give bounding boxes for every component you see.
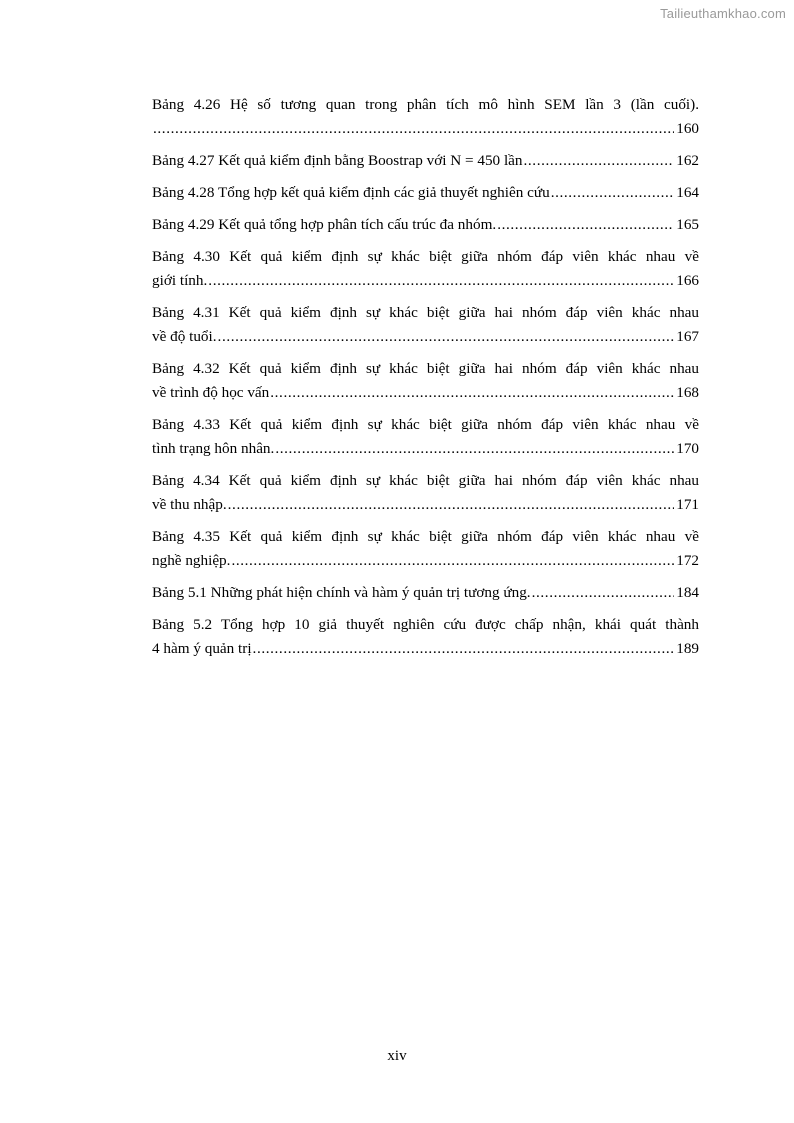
- watermark-text: Tailieuthamkhao.com: [660, 6, 786, 21]
- toc-entry-4-27[interactable]: [152, 149, 699, 173]
- toc-entry-4-26[interactable]: [152, 93, 699, 141]
- toc-page-number: 168: [676, 384, 699, 401]
- dot-leader: [270, 381, 674, 405]
- toc-entry-4-33[interactable]: [152, 413, 699, 461]
- toc-entry-text: Bảng 5.1 Những phát hiện chính và hàm ý quản trị tương ứng.: [152, 584, 531, 601]
- toc-entry-4-30[interactable]: [152, 245, 699, 293]
- toc-page-number: 167: [676, 328, 699, 345]
- toc-entry-4-35[interactable]: [152, 525, 699, 573]
- toc-page-number: 162: [676, 152, 699, 169]
- toc-entry-text: về độ tuổi.: [152, 328, 217, 345]
- toc-entry-line1: Bảng 4.33 Kết quả kiểm định sự khác biệt giữa nhóm đáp viên khác nhau về: [152, 416, 699, 433]
- dot-leader: [153, 117, 674, 141]
- toc-page-number: 160: [676, 120, 699, 137]
- toc-entry-4-31[interactable]: [152, 301, 699, 349]
- table-of-tables-list: [152, 93, 699, 669]
- dot-leader: [231, 549, 674, 573]
- toc-page-number: 171: [676, 496, 699, 513]
- toc-entry-text: giới tính.: [152, 272, 208, 289]
- dot-leader: [218, 325, 675, 349]
- toc-entry-text: nghề nghiệp.: [152, 552, 231, 569]
- toc-entry-4-32[interactable]: [152, 357, 699, 405]
- toc-page-number: 165: [676, 216, 699, 233]
- dot-leader: [275, 437, 674, 461]
- toc-entry-line1: Bảng 4.35 Kết quả kiểm định sự khác biệt giữa nhóm đáp viên khác nhau về: [152, 528, 699, 545]
- toc-entry-line1: Bảng 4.26 Hệ số tương quan trong phân tích mô hình SEM lần 3 (lần cuối).: [152, 96, 699, 113]
- toc-page-number: 184: [676, 584, 699, 601]
- toc-page-number: 172: [676, 552, 699, 569]
- toc-page-number: 189: [676, 640, 699, 657]
- dot-leader: [532, 581, 675, 605]
- toc-entry-4-34[interactable]: [152, 469, 699, 517]
- toc-entry-text: Bảng 4.29 Kết quả tổng hợp phân tích cấu trúc đa nhóm.: [152, 216, 497, 233]
- dot-leader: [228, 493, 675, 517]
- toc-entry-line1: Bảng 4.31 Kết quả kiểm định sự khác biệt giữa hai nhóm đáp viên khác nhau: [152, 304, 699, 321]
- toc-entry-line1: Bảng 5.2 Tổng hợp 10 giả thuyết nghiên cứu được chấp nhận, khái quát thành: [152, 616, 699, 633]
- toc-entry-4-28[interactable]: [152, 181, 699, 205]
- toc-entry-text: tình trạng hôn nhân.: [152, 440, 275, 457]
- dot-leader: [524, 149, 675, 173]
- toc-page-number: 164: [676, 184, 699, 201]
- toc-entry-5-2[interactable]: [152, 613, 699, 661]
- dot-leader: [551, 181, 675, 205]
- toc-entry-text: về trình độ học vấn: [152, 384, 270, 401]
- toc-entry-text: về thu nhập.: [152, 496, 227, 513]
- toc-entry-text: Bảng 4.28 Tổng hợp kết quả kiểm định các giả thuyết nghiên cứu: [152, 184, 550, 201]
- toc-entry-4-29[interactable]: [152, 213, 699, 237]
- toc-entry-line1: Bảng 4.30 Kết quả kiểm định sự khác biệt giữa nhóm đáp viên khác nhau về: [152, 248, 699, 265]
- toc-entry-line1: Bảng 4.32 Kết quả kiểm định sự khác biệt giữa hai nhóm đáp viên khác nhau: [152, 360, 699, 377]
- dot-leader: [497, 213, 674, 237]
- toc-entry-5-1[interactable]: [152, 581, 699, 605]
- toc-page-number: 166: [676, 272, 699, 289]
- toc-entry-text: Bảng 4.27 Kết quả kiểm định bằng Boostrap với N = 450 lần: [152, 152, 523, 169]
- toc-page-number: 170: [676, 440, 699, 457]
- page-number: xiv: [387, 1048, 407, 1064]
- toc-entry-line1: Bảng 4.34 Kết quả kiểm định sự khác biệt giữa hai nhóm đáp viên khác nhau: [152, 472, 699, 489]
- dot-leader: [208, 269, 674, 293]
- toc-entry-text: 4 hàm ý quản trị: [152, 640, 252, 657]
- dot-leader: [253, 637, 675, 661]
